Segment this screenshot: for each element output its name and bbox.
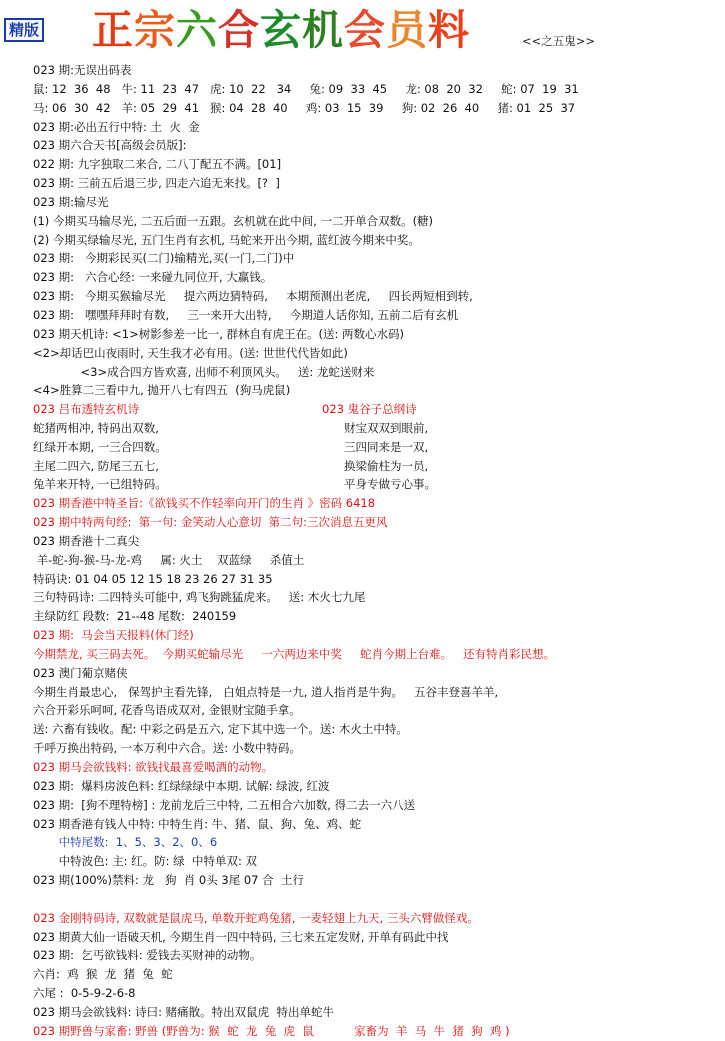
text-line: 023 期: [狗不理特榜] : 龙前龙后三中特, 二五相合六加数, 得二去一六八送 (33, 797, 416, 812)
poem-right-title: 023 鬼谷子总纲诗 (322, 402, 417, 417)
text-line: 千呼万换出特码, 一本万利中六合。送: 小数中特码。 (33, 741, 301, 756)
text-line: 六合开彩乐呵呵, 花香鸟语成双对, 金银财宝随手拿。 (33, 703, 301, 718)
text-line: 马: 06 30 42 羊: 05 29 41 猴: 04 28 40 鸡: 03 15 39 狗: 02 26 40 猪: 01 25 37 (33, 100, 576, 115)
text-line: 鼠: 12 36 48 牛: 11 23 47 虎: 10 22 34 兔: 09 33 45 龙: 08 20 32 蛇: 07 19 31 (33, 81, 579, 96)
info-block-2 (33, 494, 723, 890)
text-line: 023 期: 马会当天报料(休门经) (33, 628, 194, 643)
poem-right-line: 财宝双双到眼前, (344, 421, 429, 436)
text-line: 今期生肖最忠心, 保驾护主看先锋, 白姐点特是一九, 道人指肖是牛狗。 五谷丰登喜羊羊, (33, 684, 499, 699)
text-line: <4>胜算二三看中九, 抛开八七有四五 (狗马虎鼠) (33, 383, 291, 398)
text-line: 023 期天机诗: <1>树影参差一比一, 群林自有虎王在。(送: 两数心水码) (33, 326, 405, 341)
text-line: 主绿防红 段数: 21--48 尾数: 240159 (33, 609, 237, 624)
text-line: 六尾 : 0-5-9-2-6-8 (33, 986, 136, 1001)
text-line: 六肖: 鸡 猴 龙 猪 兔 蛇 (33, 967, 173, 982)
text-line: 023 澳门葡京赌侠 (33, 665, 128, 680)
title-char: 正 (92, 6, 134, 54)
poem-left-line: 主尾二四六, 防尾三五七, (33, 458, 159, 473)
text-line: 023 期: 乞丐欲钱料: 爱钱去买财神的动物。 (33, 948, 262, 963)
text-line: 023 期: 三前五后退三步, 四走六追无来找。[? ] (33, 176, 280, 191)
text-line: 023 期黄大仙一语破天机, 今期生肖一四中特码, 三七来五定发财, 开单有码此中找 (33, 929, 449, 944)
text-line: 中特尾数: 1、5、3、2、0、6 (33, 835, 218, 850)
title-char: 机 (302, 6, 344, 54)
title-char: 宗 (134, 6, 176, 54)
text-line: 023 金刚特码诗, 双数就是鼠虎马, 单数开蛇鸡兔猪, 一麦轻翅上九天, 三头六臂做怪戏。 (33, 910, 479, 925)
title-char: 料 (428, 6, 470, 54)
text-line: 023 期马会欲钱料: 欲钱找最喜爱喝酒的动物。 (33, 760, 274, 774)
title-char: 会 (344, 6, 386, 54)
title-char: 合 (218, 6, 260, 54)
text-line: 023 期:必出五行中特: 土 火 金 (33, 119, 200, 134)
version-badge: 精版 (4, 18, 44, 42)
poem-left-line: 兔羊来开特, 一已组特码。 (33, 477, 167, 492)
poem-left-title: 023 吕布透特玄机诗 (33, 402, 140, 417)
poem-right-line: 平身专做亏心事。 (344, 477, 436, 492)
text-line: 023 期(100%)禁料: 龙 狗 肖 0头 3尾 07 合 土行 (33, 873, 304, 888)
text-line: 022 期: 九字独取二来合, 二八丁配五不满。[01] (33, 157, 282, 172)
text-line: <3>成合四方皆欢喜, 出师不利顶风头。 送: 龙蛇送财来 (33, 364, 375, 379)
split-line (33, 890, 723, 909)
text-line: 023 期香港十二真尖 (33, 533, 140, 548)
text-line: 023 期六合天书[高级会员版]: (33, 138, 187, 153)
title-char: 六 (176, 6, 218, 54)
info-block-1 (33, 61, 723, 400)
poem-section (33, 400, 723, 494)
page-title (92, 2, 470, 58)
text-line: 送: 六畜有钱收。配: 中彩之码是五六, 定下其中选一个。送: 木火土中特。 (33, 722, 408, 737)
poem-left-line: 蛇猪两相冲, 特码出双数, (33, 421, 159, 436)
poem-row (33, 419, 723, 438)
text-line: (2) 今期买绿输尽光, 五门生肖有玄机, 马蛇来开出今期, 蓝红波今期来中奖。 (33, 232, 420, 247)
text-line: 023 期香港中特圣旨:《欲钱买不作轻率向开门的生肖 》密码 6418 (33, 496, 376, 511)
page-subtitle: <<之五鬼>> (522, 34, 596, 48)
text-line: 023 期: 爆料房波色料: 红绿绿绿中本期. 试解: 绿波, 红波 (33, 778, 330, 793)
title-char: 员 (386, 6, 428, 54)
text-line: 023 期: 六合心经: 一来碰九同位开, 大赢钱。 (33, 270, 273, 285)
poem-left-line: 红绿开本期, 一三合四数。 (33, 439, 167, 454)
text-line: (1) 今期买马输尽光, 二五后面一五跟。玄机就在此中间, 一二开单合双数。(糖) (33, 213, 434, 228)
poem-right-line: 三四同来是一双, (344, 439, 429, 454)
text-line: 023 期马会欲钱料: 诗曰: 赌痛散。特出双鼠虎 特出单蛇牛 (33, 1004, 334, 1019)
poem-row (33, 475, 723, 494)
poem-row (33, 438, 723, 457)
text-line: 023 期:无误出码表 (33, 63, 132, 77)
text-line: 特码诀: 01 04 05 12 15 18 23 26 27 31 35 (33, 571, 273, 586)
header (0, 0, 725, 60)
text-line: 023 期: 今期买猴输尽光 提六两边猜特码, 本期预测出老虎, 四长两短相到转, (33, 289, 473, 304)
text-line: 023 期香港有钱人中特: 中特生肖: 牛、猪、鼠、狗、兔、鸡、蛇 (33, 816, 362, 831)
text-line: 023 期:输尽光 (33, 194, 109, 209)
text-line: 羊-蛇-狗-猴-马-龙-鸡 属: 火土 双蓝绿 杀值土 (33, 552, 305, 567)
text-line: 023 期: 今期彩民买(二门)输精光,买(一门,二门)中 (33, 251, 295, 266)
poem-right-line: 换梁偷柱为一员, (344, 458, 429, 473)
text-line: <2>却话巴山夜雨时, 天生我才必有用。(送: 世世代代皆如此) (33, 345, 348, 360)
main-content (33, 61, 723, 1041)
poem-rows (33, 419, 723, 494)
poem-row (33, 457, 723, 476)
text-line: 023 期中特两句经: 第一句: 金笑动人心意切 第二句:三次消息五更风 (33, 515, 388, 530)
title-char: 玄 (260, 6, 302, 54)
text-line: 023 期: 嘿嘿拜拜时有数, 三一来开大出特, 今期道人话你知, 五前二后有玄机 (33, 307, 459, 322)
info-block-3 (33, 909, 723, 1041)
text-line: 中特波色: 主: 红。防: 绿 中特单双: 双 (33, 854, 258, 869)
text-line: 三句特码诗: 二四特头可能中, 鸡飞狗跳猛虎来。 送: 木火七九尾 (33, 590, 366, 605)
text-line: 023 期野兽与家畜: 野兽 (野兽为: 猴 蛇 龙 兔 虎 鼠 家畜为 羊 马 牛 猪 狗 鸡 ) (33, 1023, 510, 1038)
text-line: 今期禁龙, 买三码去死。 今期买蛇输尽光 一六两边来中奖 蛇肖今期上台难。 还有特肖彩民想。 (33, 646, 556, 661)
